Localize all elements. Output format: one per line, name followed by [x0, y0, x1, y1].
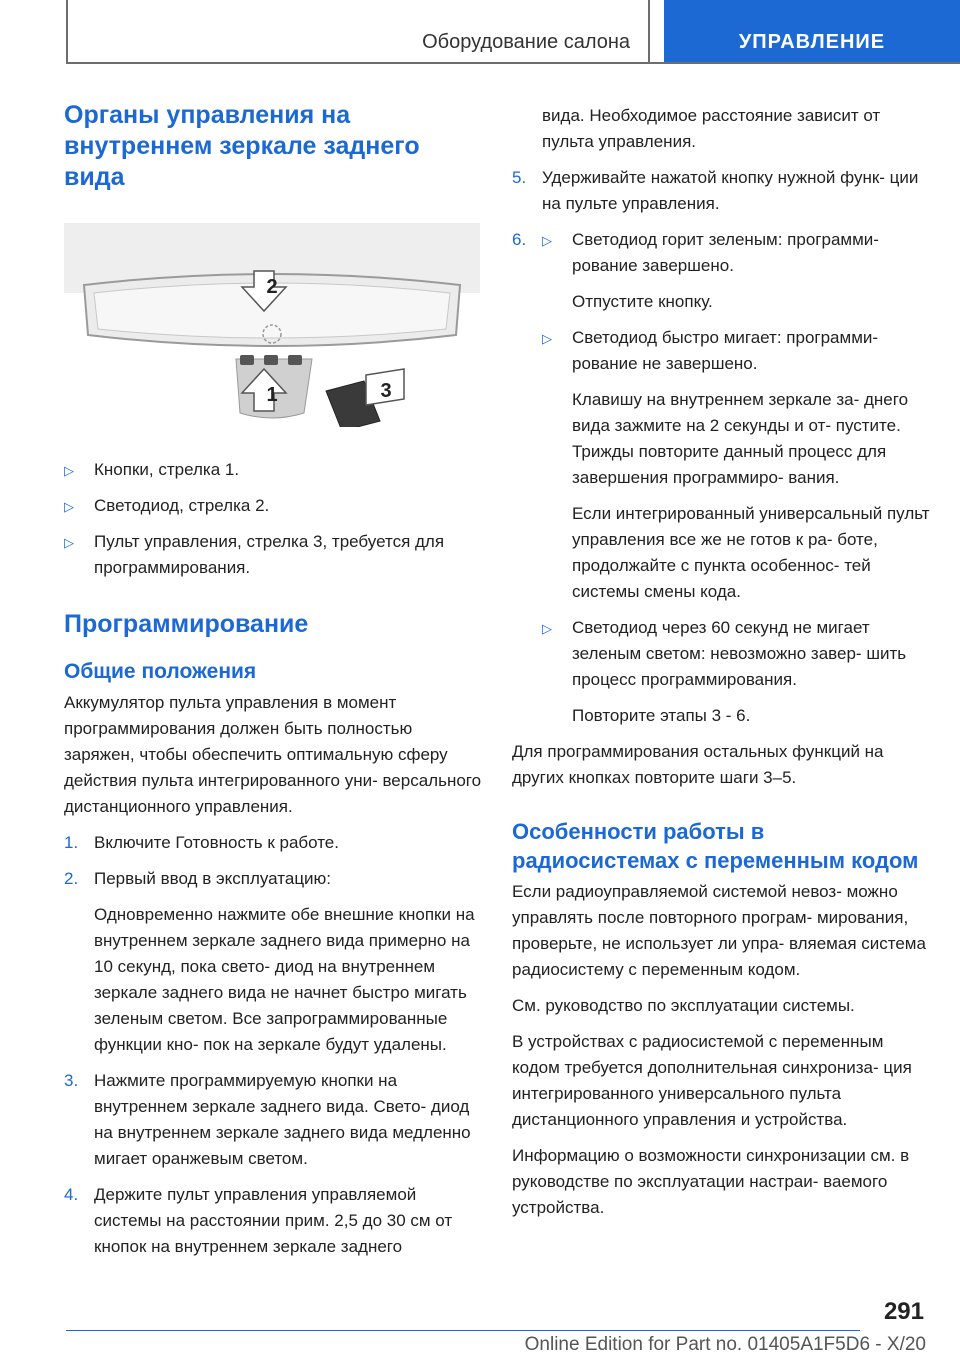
step-item: [64, 1182, 484, 1260]
list-item-text: Кнопки, стрелка 1.: [94, 460, 240, 479]
right-column: [512, 103, 932, 1231]
step-item: [64, 866, 484, 892]
step-text: Держите пульт управления управляемой системы на расстоянии прим. 2,5 до 30 см от кнопок на внутреннем зеркале заднего: [94, 1185, 453, 1256]
step-item: [64, 830, 484, 856]
heading-general: Общие положения: [64, 660, 257, 683]
figure-label-2: 2: [266, 276, 278, 298]
sub-item-detail: Повторите этапы 3 - 6.: [572, 706, 751, 725]
triangle-right-icon: ▷: [64, 535, 74, 550]
mirror-illustration: [64, 223, 480, 427]
paragraph: См. руководство по эксплуатации системы.: [512, 996, 855, 1015]
sub-item-detail: Клавишу на внутреннем зеркале за- днего вида зажмите на 2 секунды и от- пустите. Трижды повторите данный процесс для завершения программиро- вания.: [572, 390, 909, 487]
step-text: Включите Готовность к работе.: [94, 833, 339, 852]
list-item-text: Светодиод, стрелка 2.: [94, 496, 270, 515]
step-text: Удерживайте нажатой кнопку нужной функ- ции на пульте управления.: [542, 168, 919, 213]
step-number: 5.: [512, 168, 527, 187]
sub-list-item: [542, 615, 932, 693]
heading-programming: Программирование: [64, 610, 309, 638]
sub-item-text: Светодиод через 60 секунд не мигает зеленым светом: невозможно завер- шить процесс программирования.: [572, 618, 907, 689]
step-number: 6.: [512, 230, 527, 249]
triangle-right-icon: ▷: [542, 331, 552, 346]
paragraph: Информацию о возможности синхронизации см. в руководстве по эксплуатации настраи- ваемого устройства.: [512, 1146, 910, 1217]
step-number: 1.: [64, 833, 79, 852]
page-number: 291: [883, 1298, 924, 1325]
paragraph: Если радиоуправляемой системой невоз- можно управлять после повторного програм- мирования, проверьте, не использует ли упра- вляемая система радиосистему с переменным кодом.: [512, 882, 926, 979]
paragraph: В устройствах с радиосистемой с переменным кодом требуется дополнительная синхрониза- ция интегрированного универсального пульта дистанционного управления и устройства.: [512, 1032, 912, 1129]
other-keys-paragraph: Для программирования остальных функций на других кнопках повторите шаги 3–5.: [512, 742, 884, 787]
sub-item-detail: Отпустите кнопку.: [572, 292, 713, 311]
list-item: [64, 457, 484, 483]
sub-list-item: [542, 227, 932, 279]
step-text: Нажмите программируемую кнопки на внутреннем зеркале заднего вида. Свето- диод на внутреннем зеркале заднего вида медленно мигает оранжевым светом.: [94, 1071, 471, 1168]
step-item: [64, 1068, 484, 1172]
list-item: [64, 529, 484, 581]
chapter-tab: УПРАВЛЕНИЕ: [664, 0, 960, 62]
triangle-right-icon: ▷: [542, 621, 552, 636]
section-title: Оборудование салона: [68, 0, 650, 62]
figure-label-1: 1: [266, 384, 278, 406]
figure-label-3: 3: [380, 380, 392, 402]
sub-item-text: Светодиод быстро мигает: программи- рование не завершено.: [572, 328, 879, 373]
step-text: Первый ввод в эксплуатацию:: [94, 869, 332, 888]
list-item: [64, 493, 484, 519]
heading-rolling-code: Особенности работы в радиосистемах с переменным кодом: [512, 819, 919, 873]
footer-edition: Online Edition for Part no. 01405A1F5D6 - X/20: [524, 1334, 926, 1355]
step-number: 2.: [64, 869, 79, 888]
page-header: [66, 0, 960, 64]
step-continuation: вида. Необходимое расстояние зависит от пульта управления.: [542, 106, 881, 151]
triangle-right-icon: ▷: [64, 499, 74, 514]
step-number: 3.: [64, 1071, 79, 1090]
footer-divider: [66, 1330, 860, 1331]
triangle-right-icon: ▷: [542, 233, 552, 248]
sub-item-detail: Если интегрированный универсальный пульт управления все же не готов к ра- боте, продолжайте с пункта особеннос- тей системы смены кода.: [572, 504, 930, 601]
list-item-text: Пульт управления, стрелка 3, требуется для программирования.: [94, 532, 445, 577]
step-item: [512, 227, 932, 729]
step-detail: Одновременно нажмите обе внешние кнопки на внутреннем зеркале заднего вида примерно на 10 секунд, пока свето- диод на внутреннем зеркале заднего вида не начнет быстро мигать зеленым светом. Все запрограммированные функции кно- пок на зеркале будут удалены.: [94, 905, 475, 1054]
sub-list-item: [542, 325, 932, 377]
step-item: [512, 165, 932, 217]
heading-mirror-controls: Органы управления на внутреннем зеркале заднего вида: [64, 101, 420, 191]
triangle-right-icon: ▷: [64, 463, 74, 478]
left-column: [64, 100, 484, 1270]
intro-paragraph: Аккумулятор пульта управления в момент программирования должен быть полностью заряжен, чтобы обеспечить оптимальную сферу действия пульта интегрированного уни- версального дистанционного управления.: [64, 693, 482, 816]
step-number: 4.: [64, 1185, 79, 1204]
sub-item-text: Светодиод горит зеленым: программи- рование завершено.: [572, 230, 879, 275]
